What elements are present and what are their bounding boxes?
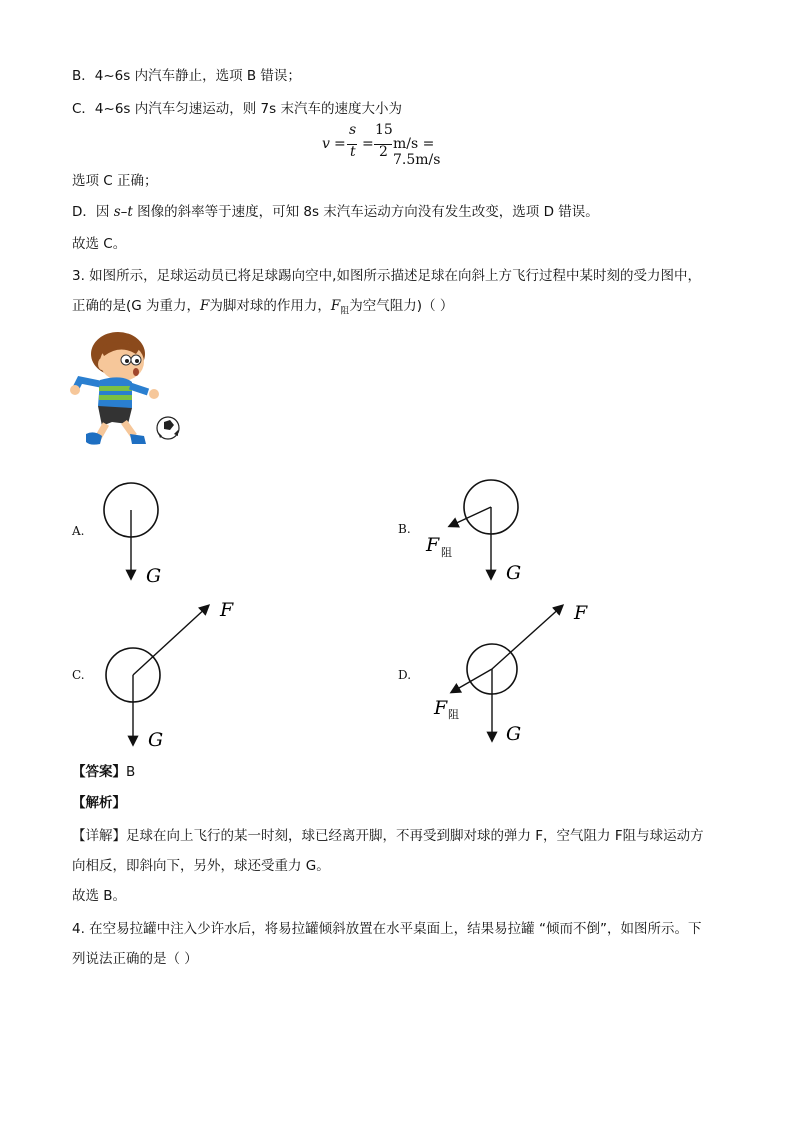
text-line-choose-c: 故选 C。 <box>72 236 127 252</box>
drag-arrow-b <box>450 507 491 526</box>
diagram-a <box>100 480 180 590</box>
shirt-shape <box>98 377 132 409</box>
detail-line-2: 向相反，即斜向下，另外，球还受重力 G。 <box>72 858 330 874</box>
soccer-player-illustration <box>66 330 184 452</box>
formula-equals-1: = <box>334 136 346 152</box>
q3-sub: 阻 <box>340 306 350 317</box>
text-line-option-b: B．4~6s 内汽车静止，选项 B 错误； <box>72 68 301 84</box>
kick-force-arrow-c <box>133 606 208 675</box>
q3-f2: F <box>330 298 341 314</box>
formula-numerator: 15 <box>375 122 393 138</box>
formula-t: t <box>350 144 356 160</box>
detail-line-3: 故选 B。 <box>72 888 127 904</box>
label-f-d: F <box>574 602 588 624</box>
q3-f: F <box>200 298 210 314</box>
question-3-line-1: 3. 如图所示，足球运动员已将足球踢向空中,如图所示描述足球在向斜上方飞行过程中某时刻的受力图中， <box>72 268 701 284</box>
formula-v: v <box>322 136 330 152</box>
label-g-a: G <box>146 565 162 587</box>
question-3-line-2 <box>72 296 453 322</box>
question-4-line-2: 列说法正确的是（ ） <box>72 951 198 967</box>
detail-line-1: 【详解】足球在向上飞行的某一时刻，球已经离开脚，不再受到脚对球的弹力 F，空气阻力 F阻与球运动方 <box>72 828 704 844</box>
q3-mid: 为脚对球的作用力， <box>209 298 331 314</box>
label-f-drag-d: F <box>434 697 448 719</box>
d-t: t <box>127 204 133 220</box>
q3-post: 为空气阻力)（ ） <box>349 298 454 314</box>
right-shoe <box>130 434 146 444</box>
label-zu-d: 阻 <box>448 708 459 721</box>
option-a-label: A. <box>72 524 85 538</box>
formula-s: s <box>349 122 357 138</box>
option-c-label: C. <box>72 668 85 682</box>
answer-line <box>72 762 135 782</box>
text-line-c-correct: 选项 C 正确； <box>72 173 158 189</box>
text-line-option-d <box>72 202 599 222</box>
drag-arrow-d <box>452 669 492 692</box>
d-s: s <box>113 204 121 220</box>
label-g-b: G <box>506 562 522 584</box>
label-f-drag-b: F <box>426 534 440 556</box>
label-zu-b: 阻 <box>441 546 452 559</box>
label-g-d: G <box>506 723 522 745</box>
option-d-label: D. <box>398 668 412 682</box>
d-prefix: D．因 <box>72 204 114 220</box>
d-dash: – <box>120 204 128 220</box>
diagram-c <box>100 596 250 752</box>
q3-pre: 正确的是(G 为重力， <box>72 298 201 314</box>
answer-tag: 【答案】 <box>72 764 126 780</box>
formula-equals-2: = <box>362 136 374 152</box>
text-line-option-c: C．4~6s 内汽车匀速运动，则 7s 末汽车的速度大小为 <box>72 101 402 117</box>
answer-value: B <box>126 764 136 780</box>
d-suffix: 图像的斜率等于速度，可知 8s 末汽车运动方向没有发生改变，选项 D 错误。 <box>132 204 599 220</box>
analysis-tag: 【解析】 <box>72 795 126 811</box>
label-f-c: F <box>220 599 234 621</box>
diagram-b <box>420 476 540 588</box>
kick-force-arrow-d <box>492 606 562 669</box>
question-4-line-1: 4. 在空易拉罐中注入少许水后，将易拉罐倾斜放置在水平桌面上，结果易拉罐 “倾而不倒”，如图所示。下 <box>72 921 702 937</box>
diagram-d <box>420 594 600 750</box>
option-b-label: B. <box>398 522 411 536</box>
formula-unit: m/s = 7.5m/s <box>393 136 441 168</box>
label-g-c: G <box>148 729 164 751</box>
formula-denominator: 2 <box>379 144 388 160</box>
